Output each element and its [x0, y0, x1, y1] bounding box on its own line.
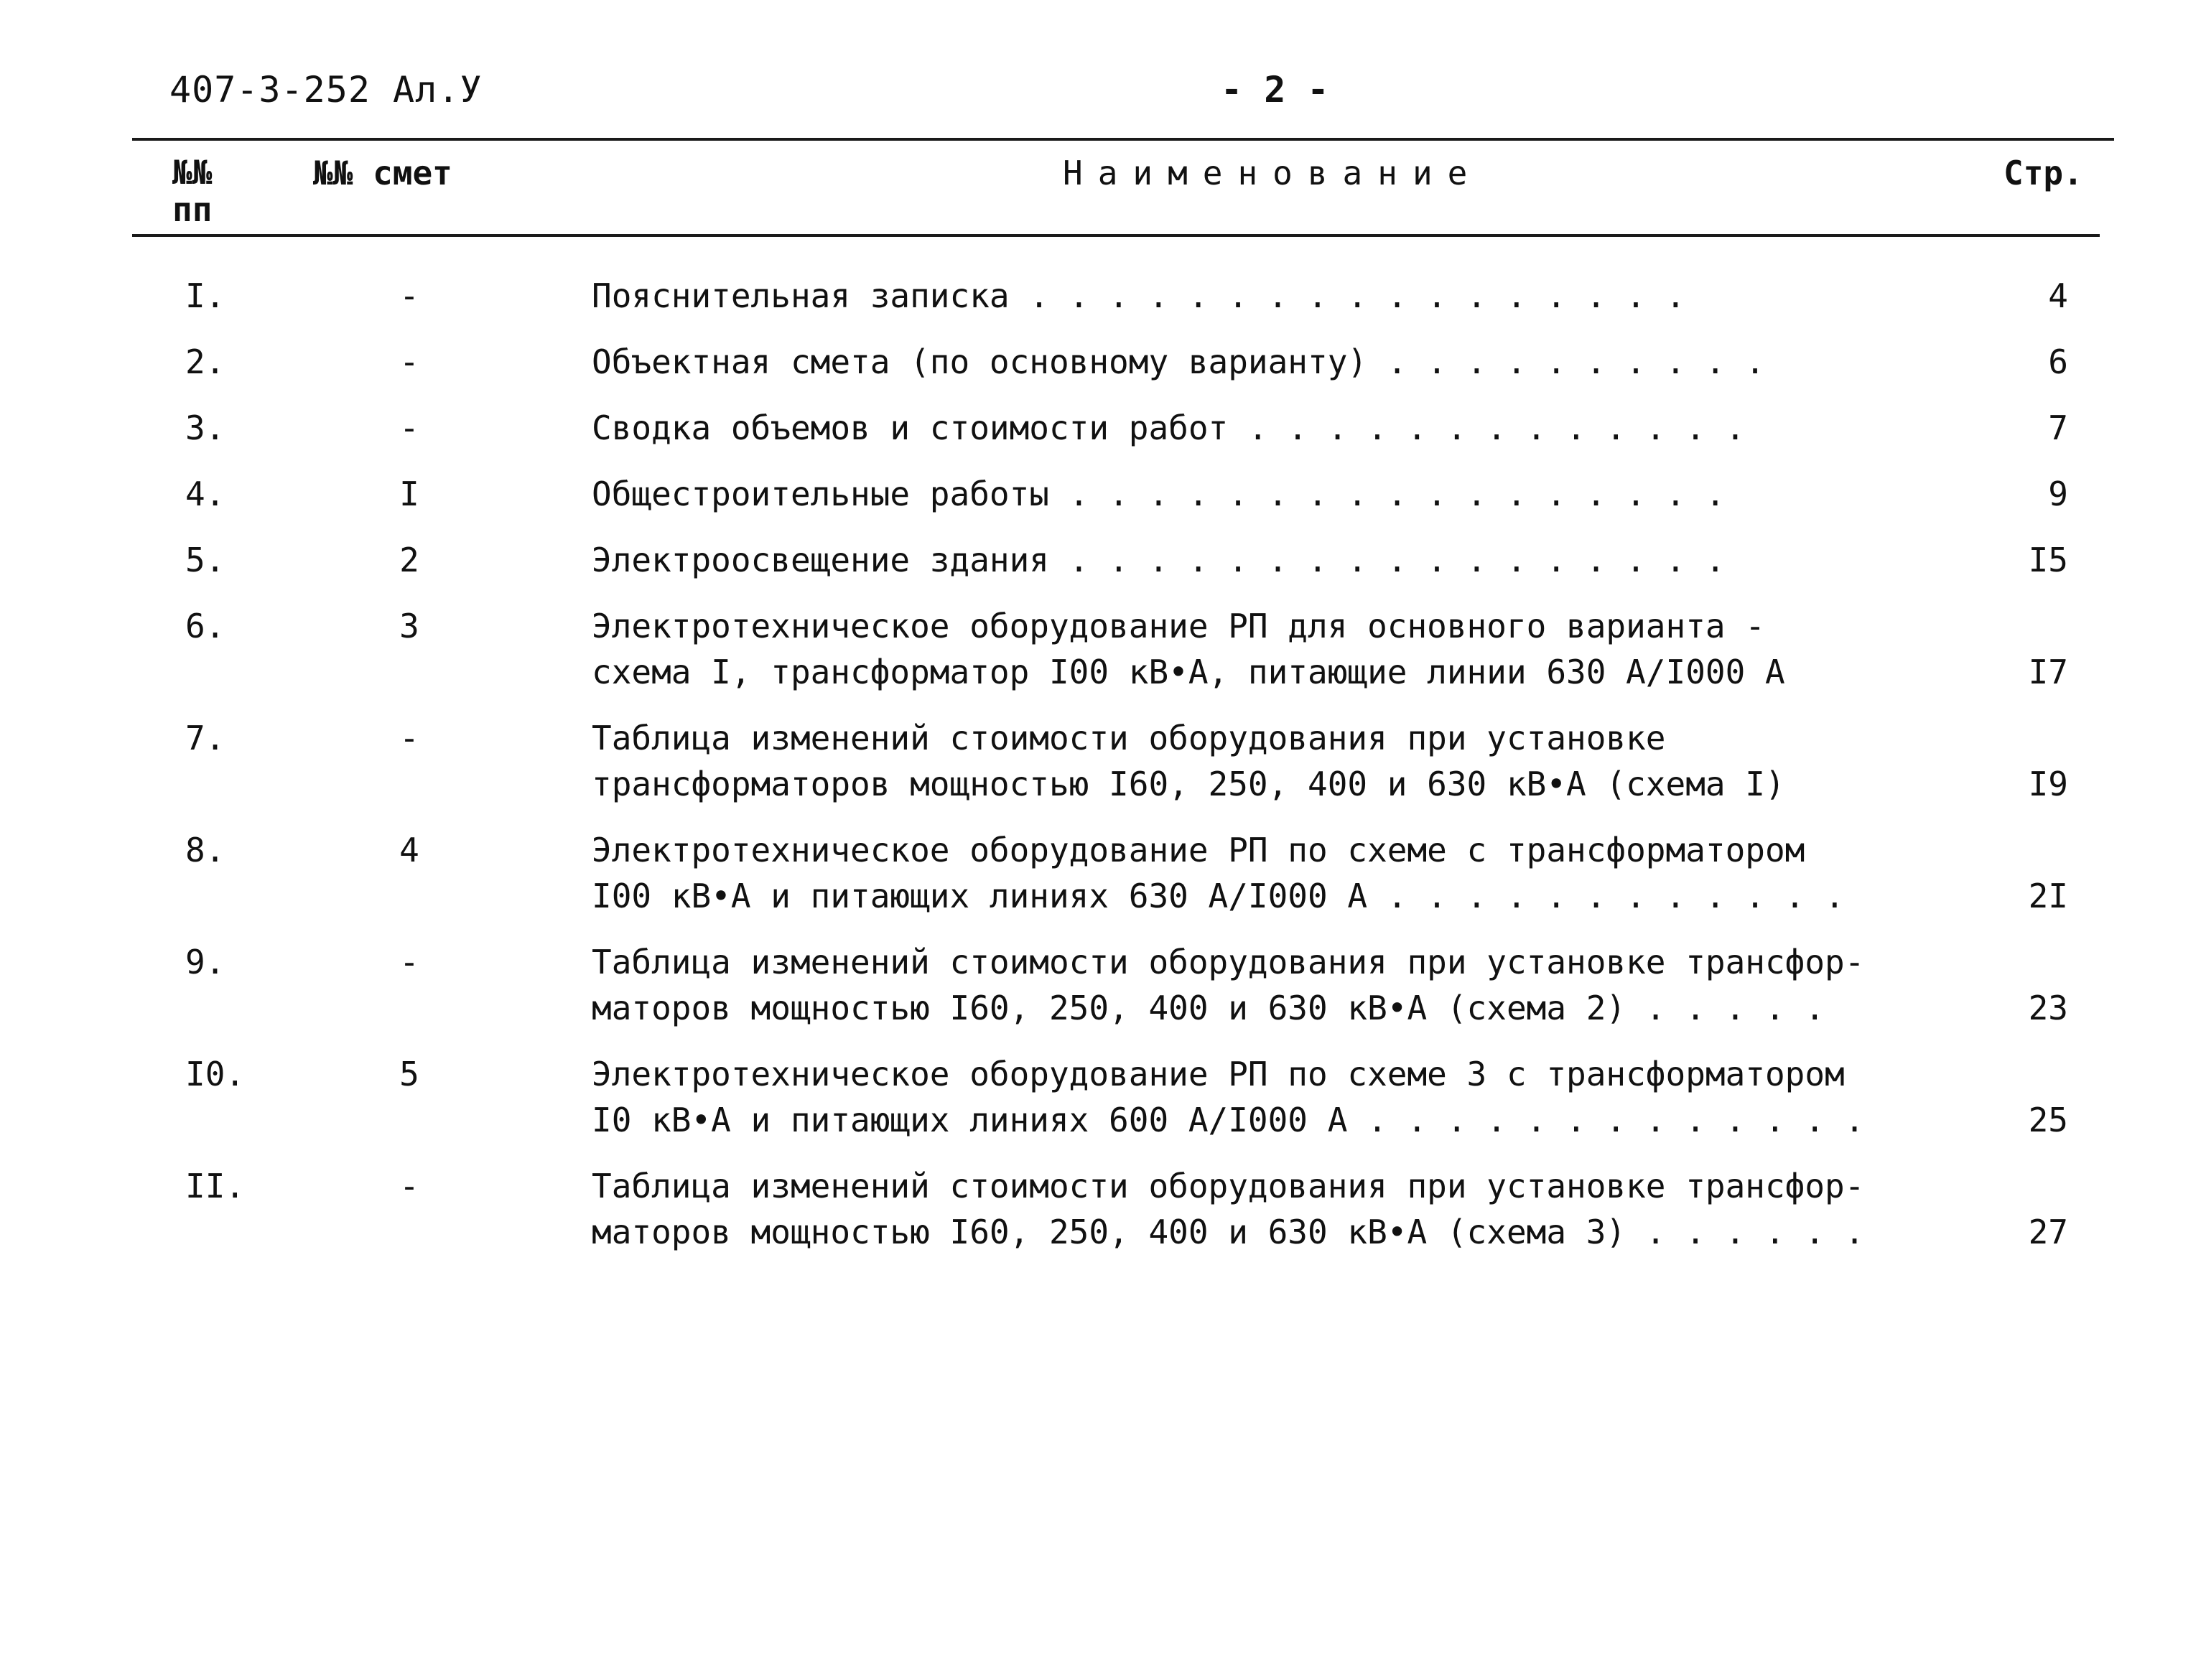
- row-page-number: 27: [2028, 1213, 2068, 1251]
- row-estimate-number: -: [399, 409, 419, 447]
- row-title-line: схема I, трансформатор I00 кВ•А, питающие линии 630 А/I000 А: [592, 653, 1785, 691]
- row-title-line: Общестроительные работы . . . . . . . . . . . . . . . . .: [592, 475, 1726, 513]
- row-title-line: маторов мощностью I60, 250, 400 и 630 кВ•А (схема 2) . . . . .: [592, 989, 1825, 1027]
- row-title: [592, 1163, 1927, 1255]
- row-title: [592, 339, 1927, 385]
- row-number: 8.: [185, 831, 225, 869]
- column-header-number: №№ пп: [172, 153, 213, 229]
- row-title-line: Пояснительная записка . . . . . . . . . . . . . . . . .: [592, 276, 1686, 315]
- row-title: [592, 715, 1927, 807]
- row-page-number: I9: [2028, 765, 2068, 803]
- row-title-line: Таблица изменений стоимости оборудования при установке трансфор-: [592, 943, 1865, 981]
- row-number: II.: [185, 1167, 246, 1205]
- row-number: 2.: [185, 342, 225, 381]
- row-estimate-number: -: [399, 342, 419, 381]
- row-title-line: Таблица изменений стоимости оборудования при установке: [592, 719, 1666, 757]
- row-title-line: I0 кВ•А и питающих линиях 600 А/I000 А . . . . . . . . . . . . .: [592, 1101, 1865, 1139]
- row-number: 5.: [185, 541, 225, 579]
- row-number: 7.: [185, 719, 225, 757]
- table-row: [0, 339, 2206, 385]
- row-number: 9.: [185, 943, 225, 981]
- row-title-line: Электроосвещение здания . . . . . . . . . . . . . . . . .: [592, 541, 1726, 579]
- row-title-line: I00 кВ•А и питающих линиях 630 А/I000 А . . . . . . . . . . . .: [592, 877, 1845, 915]
- row-title: [592, 827, 1927, 919]
- column-header-estimate: №№ смет: [313, 154, 452, 192]
- table-row: [0, 603, 2206, 695]
- row-title-line: Таблица изменений стоимости оборудования при установке трансфор-: [592, 1167, 1865, 1205]
- row-estimate-number: -: [399, 276, 419, 315]
- row-number: I.: [185, 276, 225, 315]
- row-number: I0.: [185, 1055, 246, 1093]
- header-bottom-rule: [132, 234, 2100, 237]
- table-row: [0, 715, 2206, 807]
- table-row: [0, 827, 2206, 919]
- column-header-name: Наименование: [1063, 154, 1483, 192]
- row-estimate-number: -: [399, 1167, 419, 1205]
- table-row: [0, 471, 2206, 517]
- row-title-line: Сводка объемов и стоимости работ . . . . . . . . . . . . .: [592, 409, 1746, 447]
- row-page-number: 6: [2048, 342, 2068, 381]
- table-row: [0, 537, 2206, 583]
- row-number: 3.: [185, 409, 225, 447]
- table-row: [0, 1163, 2206, 1255]
- document-code: 407-3-252 Ал.У: [169, 69, 483, 111]
- row-title: [592, 273, 1927, 319]
- page-number: - 2 -: [1221, 69, 1329, 111]
- row-title-line: Электротехническое оборудование РП для основного варианта -: [592, 607, 1765, 645]
- table-row: [0, 273, 2206, 319]
- row-page-number: 2I: [2028, 877, 2068, 915]
- row-title-line: Электротехническое оборудование РП по схеме 3 с трансформатором: [592, 1055, 1845, 1093]
- row-title: [592, 471, 1927, 517]
- row-title: [592, 939, 1927, 1031]
- row-page-number: 23: [2028, 989, 2068, 1027]
- row-estimate-number: I: [399, 475, 419, 513]
- table-row: [0, 1051, 2206, 1143]
- row-page-number: 4: [2048, 276, 2068, 315]
- row-page-number: 25: [2028, 1101, 2068, 1139]
- row-estimate-number: 3: [399, 607, 419, 645]
- row-page-number: 9: [2048, 475, 2068, 513]
- row-estimate-number: 2: [399, 541, 419, 579]
- row-estimate-number: -: [399, 719, 419, 757]
- row-estimate-number: 5: [399, 1055, 419, 1093]
- row-title-line: Объектная смета (по основному варианту) . . . . . . . . . .: [592, 342, 1765, 381]
- row-title-line: маторов мощностью I60, 250, 400 и 630 кВ•А (схема 3) . . . . . .: [592, 1213, 1865, 1251]
- row-title: [592, 1051, 1927, 1143]
- row-page-number: 7: [2048, 409, 2068, 447]
- row-number: 4.: [185, 475, 225, 513]
- table-row: [0, 405, 2206, 451]
- header-top-rule: [132, 138, 2114, 141]
- row-number: 6.: [185, 607, 225, 645]
- row-estimate-number: -: [399, 943, 419, 981]
- row-page-number: I7: [2028, 653, 2068, 691]
- row-page-number: I5: [2028, 541, 2068, 579]
- table-row: [0, 939, 2206, 1031]
- row-title-line: трансформаторов мощностью I60, 250, 400 и 630 кВ•А (схема I): [592, 765, 1785, 803]
- row-title: [592, 405, 1927, 451]
- column-header-page: Стр.: [2003, 154, 2083, 192]
- row-title-line: Электротехническое оборудование РП по схеме с трансформатором: [592, 831, 1805, 869]
- row-title: [592, 537, 1927, 583]
- row-title: [592, 603, 1927, 695]
- row-estimate-number: 4: [399, 831, 419, 869]
